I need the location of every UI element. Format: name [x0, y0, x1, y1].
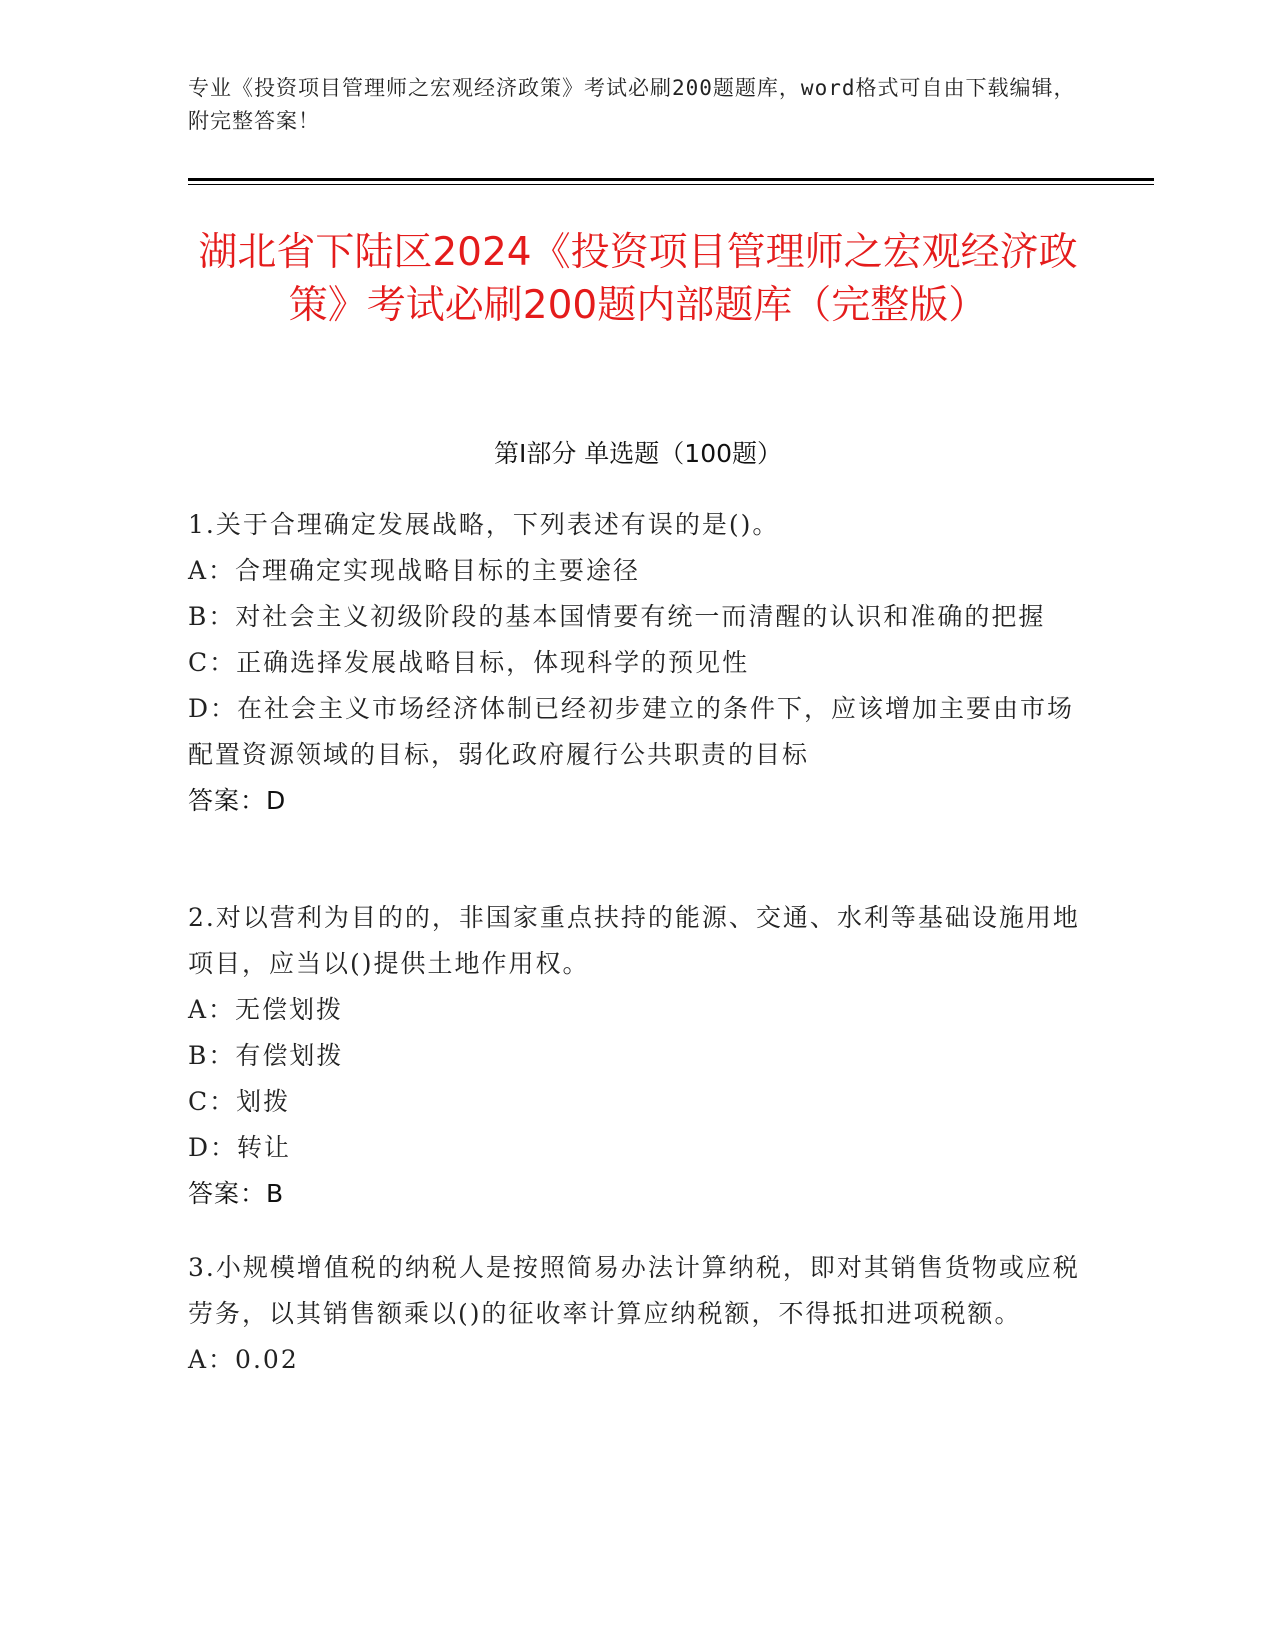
option-c: C：正确选择发展战略目标，体现科学的预见性 — [188, 648, 750, 677]
question-2 — [188, 895, 1088, 1217]
header-divider-thin — [188, 184, 1154, 185]
section-title: 第I部分 单选题（100题） — [493, 439, 783, 468]
option-a: A：合理确定实现战略目标的主要途径 — [188, 556, 641, 585]
option-c: C：划拨 — [188, 1087, 291, 1116]
question-stem: 3.小规模增值税的纳税人是按照简易办法计算纳税，即对其销售货物或应税劳务，以其销售额乘以()的征收率计算应纳税额，不得抵扣进项税额。 — [188, 1253, 1080, 1328]
answer: 答案：B — [188, 1179, 285, 1208]
question-1 — [188, 502, 1088, 824]
option-d: D：在社会主义市场经济体制已经初步建立的条件下，应该增加主要由市场配置资源领域的目标，弱化政府履行公共职责的目标 — [188, 694, 1075, 769]
option-a: A：无偿划拨 — [188, 995, 344, 1024]
question-stem: 2.对以营利为目的的，非国家重点扶持的能源、交通、水利等基础设施用地项目，应当以()提供土地作用权。 — [188, 903, 1080, 978]
document-title: 湖北省下陆区2024《投资项目管理师之宏观经济政策》考试必刷200题内部题库（完整版） — [198, 230, 1078, 328]
answer: 答案：D — [188, 786, 287, 815]
option-d: D：转让 — [188, 1133, 292, 1162]
header-note: 专业《投资项目管理师之宏观经济政策》考试必刷200题题库，word格式可自由下载编辑，附完整答案！ — [188, 76, 1076, 133]
question-stem: 1.关于合理确定发展战略，下列表述有误的是()。 — [188, 510, 780, 539]
header-divider — [188, 178, 1154, 181]
option-b: B：对社会主义初级阶段的基本国情要有统一而清醒的认识和准确的把握 — [188, 602, 1046, 631]
option-b: B：有偿划拨 — [188, 1041, 344, 1070]
option-a: A：0.02 — [188, 1345, 299, 1374]
question-3 — [188, 1245, 1088, 1383]
